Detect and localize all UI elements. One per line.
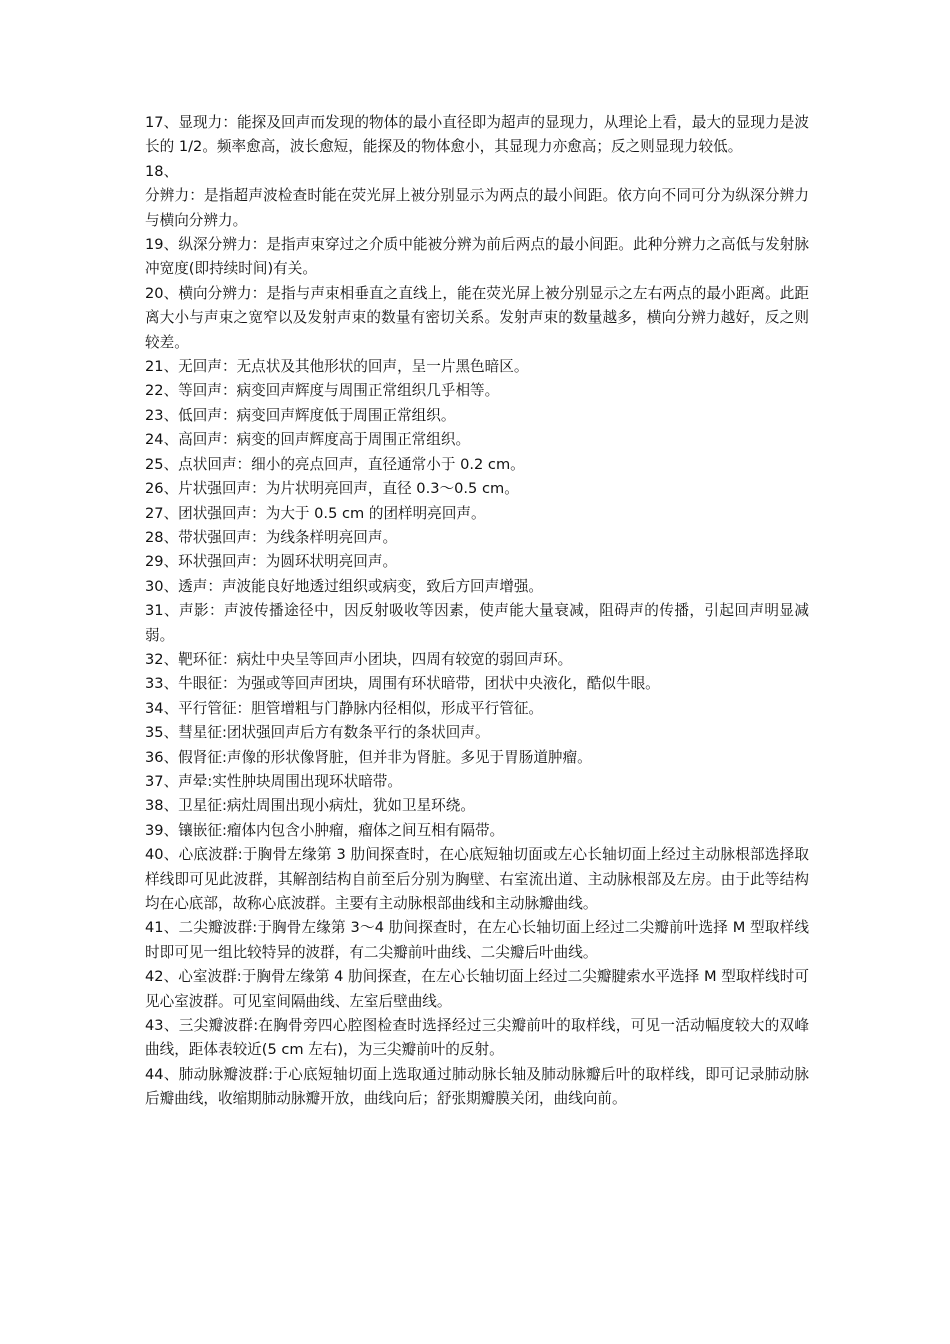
paragraph-29-ring-echo: 29、环状强回声：为圆环状明亮回声。 xyxy=(145,553,398,571)
paragraph-39-mosaic-sign: 39、镶嵌征:瘤体内包含小肿瘤，瘤体之间互相有隔带。 xyxy=(145,821,505,839)
paragraph-36-pseudokidney-sign: 36、假肾征:声像的形状像肾脏，但并非为肾脏。多见于胃肠道肿瘤。 xyxy=(145,748,592,766)
paragraph-20-lateral-resolution: 20、横向分辨力：是指与声束相垂直之直线上，能在荧光屏上被分别显示之左右两点的最小距离。此距离大小与声束之宽窄以及发射声束的数量有密切关系。发射声束的数量越多，横向分辨力越好，反之则较差。 xyxy=(145,284,809,351)
paragraph-23-hypoechoic: 23、低回声：病变回声辉度低于周围正常组织。 xyxy=(145,406,456,424)
paragraph-32-target-sign: 32、靶环征：病灶中央呈等回声小团块，四周有较宽的弱回声环。 xyxy=(145,650,573,668)
paragraph-19-axial-resolution: 19、纵深分辨力：是指声束穿过之介质中能被分辨为前后两点的最小间距。此种分辨力之高低与发射脉冲宽度(即持续时间)有关。 xyxy=(145,236,809,278)
document-page xyxy=(145,111,809,1112)
paragraph-18-resolution: 分辨力：是指超声波检查时能在荧光屏上被分别显示为两点的最小间距。依方向不同可分为纵深分辨力与横向分辨力。 xyxy=(145,187,809,229)
paragraph-42-ventricular-group: 42、心室波群:于胸骨左缘第 4 肋间探查，在左心长轴切面上经过二尖瓣腱索水平选择 M 型取样线时可见心室波群。可见室间隔曲线、左室后壁曲线。 xyxy=(145,968,809,1010)
paragraph-35-comet-sign: 35、彗星征:团状强回声后方有数条平行的条状回声。 xyxy=(145,724,490,742)
paragraph-17-resolution-display: 17、显现力：能探及回声而发现的物体的最小直径即为超声的显现力，从理论上看，最大的显现力是波长的 1/2。频率愈高，波长愈短，能探及的物体愈小，其显现力亦愈高；反之则显现力较低。 xyxy=(145,114,809,156)
paragraph-24-hyperechoic: 24、高回声：病变的回声辉度高于周围正常组织。 xyxy=(145,431,471,449)
paragraph-44-pulmonary-valve-group: 44、肺动脉瓣波群:于心底短轴切面上选取通过肺动脉长轴及肺动脉瓣后叶的取样线，即可记录肺动脉后瓣曲线，收缩期肺动脉瓣开放，曲线向后；舒张期瓣膜关闭，曲线向前。 xyxy=(145,1065,809,1108)
paragraph-26-patchy-echo: 26、片状强回声：为片状明亮回声，直径 0.3～0.5 cm。 xyxy=(145,480,519,498)
paragraph-22-isoechoic: 22、等回声：病变回声辉度与周围正常组织几乎相等。 xyxy=(145,382,500,400)
paragraph-41-mitral-group: 41、二尖瓣波群:于胸骨左缘第 3～4 肋间探查时，在左心长轴切面上经过二尖瓣前叶选择 M 型取样线时即可见一组比较特异的波群，有二尖瓣前叶曲线、二尖瓣后叶曲线。 xyxy=(145,919,809,961)
paragraph-28-band-echo: 28、带状强回声：为线条样明亮回声。 xyxy=(145,528,398,546)
paragraph-40-cardiac-base-group: 40、心底波群:于胸骨左缘第 3 肋间探查时，在心底短轴切面或左心长轴切面上经过主动脉根部选择取样线即可见此波群，其解剖结构自前至后分别为胸壁、右室流出道、主动脉根部及左房。由于此等结构均在心底部，故称心底波群。主要有主动脉根部曲线和主动脉瓣曲线。 xyxy=(145,846,809,912)
paragraph-30-transmission: 30、透声：声波能良好地透过组织或病变，致后方回声增强。 xyxy=(145,577,544,595)
paragraph-25-punctate-echo: 25、点状回声：细小的亮点回声，直径通常小于 0.2 cm。 xyxy=(145,455,525,473)
paragraph-21-anechoic: 21、无回声：无点状及其他形状的回声，呈一片黑色暗区。 xyxy=(145,358,529,376)
paragraph-38-satellite-sign: 38、卫星征:病灶周围出现小病灶，犹如卫星环绕。 xyxy=(145,797,475,815)
paragraph-34-parallel-channel-sign: 34、平行管征：胆管增粗与门静脉内径相似，形成平行管征。 xyxy=(145,699,544,717)
paragraph-31-acoustic-shadow: 31、声影：声波传播途径中，因反射吸收等因素，使声能大量衰减，阻碍声的传播，引起回声明显减弱。 xyxy=(145,602,809,644)
paragraph-27-mass-echo: 27、团状强回声：为大于 0.5 cm 的团样明亮回声。 xyxy=(145,504,486,522)
paragraph-18-number: 18、 xyxy=(145,162,179,180)
paragraph-33-bulls-eye-sign: 33、牛眼征：为强或等回声团块，周围有环状暗带，团状中央液化，酷似牛眼。 xyxy=(145,675,660,693)
paragraph-43-tricuspid-group: 43、三尖瓣波群:在胸骨旁四心腔图检查时选择经过三尖瓣前叶的取样线，可见一活动幅度较大的双峰曲线，距体表较近(5 cm 左右)，为三尖瓣前叶的反射。 xyxy=(145,1017,809,1059)
paragraph-37-halo: 37、声晕:实性肿块周围出现环状暗带。 xyxy=(145,772,402,790)
